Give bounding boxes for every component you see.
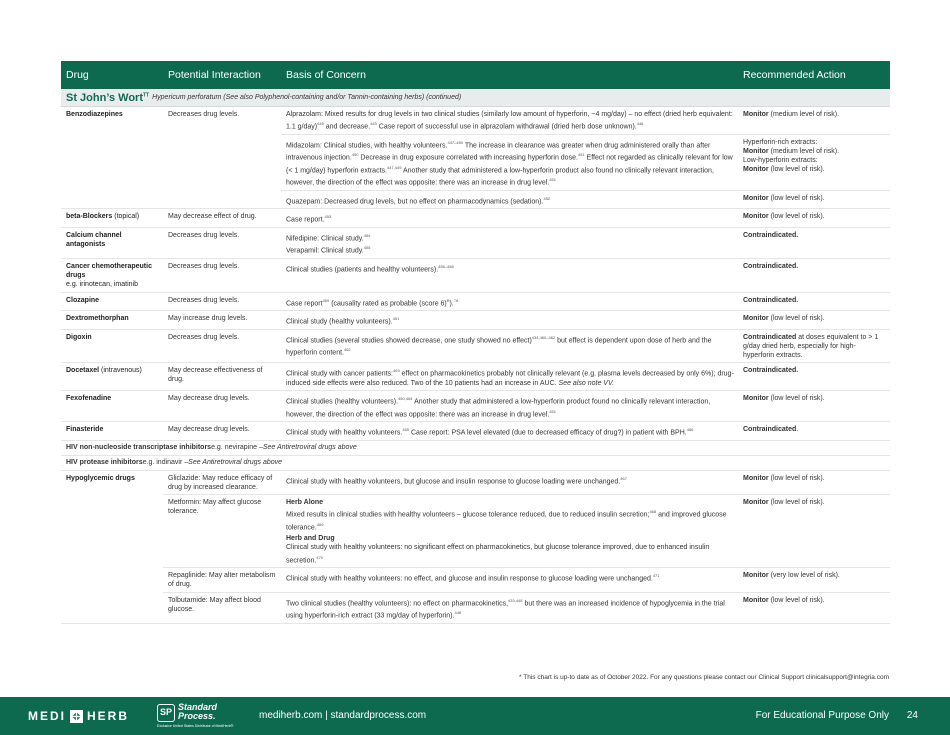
interaction-cell: May decrease effectiveness of drug. (168, 367, 263, 384)
basis-cell (281, 567, 738, 591)
basis-cell (281, 422, 738, 440)
action-text: (low level of risk). (768, 474, 825, 482)
drug-name: Cancer chemotherapeutic drugs (66, 262, 152, 280)
reference: 434,460–462 (531, 334, 556, 340)
basis-text: Clinical studies (patients and healthy volunteers). (286, 266, 439, 274)
col-basis-header: Basis of Concern (286, 69, 366, 81)
drug-name: HIV non-nucleoside transcriptase inhibitors (66, 444, 212, 452)
action-text: . (796, 426, 799, 434)
reference: 459 (322, 297, 330, 303)
action-text: (medium level of risk). (768, 147, 840, 155)
reference: 467 (620, 475, 627, 481)
basis-text: Clinical study with healthy volunteers: no effect, and glucose and insulin response to glucose loading were unchanged. (286, 575, 653, 583)
see-also-link: See Antiretroviral drugs above (188, 459, 283, 467)
reference: 462 (343, 347, 351, 353)
empty-cell (61, 494, 163, 567)
table-row-hiv-nnrti (61, 441, 890, 456)
table-row (61, 592, 890, 624)
table-row (61, 293, 890, 312)
basis-text: Case report of successful use in alprazolam withdrawal (dried herb dose unknown). (376, 123, 637, 131)
basis-text: Case report. (286, 216, 325, 224)
reference: 447–450 (447, 139, 464, 145)
basis-text: Two clinical studies (healthy volunteers): no effect on pharmacokinetics, (286, 599, 509, 607)
basis-cell (281, 190, 738, 209)
action-cell (738, 391, 890, 421)
sp-tagline: Exclusive United States Distributor of MediHerb® (157, 724, 234, 728)
empty-cell (61, 190, 163, 209)
table-row (61, 567, 890, 591)
action-cell: Contraindicated. (743, 231, 799, 239)
action-label: Monitor (743, 147, 769, 155)
basis-text: Clinical studies (healthy volunteers). (286, 398, 399, 406)
drug-qualifier: (topical) (112, 213, 140, 221)
action-text: (low level of risk). (768, 166, 825, 174)
reference: 76 (453, 297, 459, 303)
action-text: (low level of risk). (768, 194, 825, 202)
action-cell: Contraindicated. (743, 367, 799, 375)
sp-badge: SP (157, 704, 175, 722)
basis-text: (causality rated as probable (score 6) (329, 299, 447, 307)
section-title-sup: TT (143, 91, 150, 98)
educational-notice: For Educational Purpose Only (755, 710, 889, 721)
table-row (61, 391, 890, 422)
action-text: (medium level of risk). (768, 111, 840, 118)
section-title-text: St John’s Wort (66, 91, 143, 104)
action-cell: Contraindicated. (743, 296, 799, 304)
action-label: Monitor (743, 213, 769, 221)
interaction-cell: Tolbutamide: May affect blood glucose. (163, 592, 281, 623)
interaction-cell: Gliclazide: May reduce efficacy of drug by increased clearance. (168, 474, 273, 491)
action-label: Monitor (743, 395, 769, 402)
table-row (61, 107, 890, 134)
action-label: Monitor (743, 499, 769, 506)
reference: 452 (543, 195, 551, 201)
action-text: Hyperforin-rich extracts: (743, 138, 818, 146)
action-cell (738, 567, 890, 591)
reference: 450,464 (398, 396, 413, 401)
reference: 446 (636, 121, 644, 127)
basis-text: Effect not regarded as clinically relevant for low (< 1 mg/day) hyperforin extracts. (286, 154, 733, 175)
drug-calcium-channel-antagonists: Calcium channel antagonists (66, 231, 122, 249)
basis-text: Quazepam: Decreased drug levels, but no effect on pharmacodynamics (sedation). (286, 198, 544, 206)
basis-text: ). (449, 299, 454, 307)
standard-process-logo (157, 702, 234, 730)
action-cell (738, 209, 890, 227)
interaction-cell: Decreases drug levels. (168, 296, 240, 304)
table-row (61, 190, 890, 210)
col-drug-header: Drug (66, 69, 89, 81)
basis-cell (281, 293, 738, 311)
table-row (61, 134, 890, 190)
action-cell (738, 107, 890, 134)
interaction-table (61, 61, 890, 624)
empty-cell (61, 592, 163, 623)
drug-benzodiazepines: Benzodiazepines (66, 111, 123, 118)
drug-clozapine: Clozapine (66, 296, 100, 304)
action-text: (low level of risk). (768, 395, 825, 402)
empty-cell (61, 567, 163, 591)
basis-cell (281, 330, 738, 363)
interaction-cell: May increase drug levels. (168, 315, 248, 323)
action-label: Monitor (743, 194, 769, 202)
basis-text: Mixed results in clinical studies with healthy volunteers – glucose tolerance reduced, due to reduced insulin secretion; (286, 511, 650, 519)
drug-docetaxel (61, 363, 163, 390)
basis-cell (281, 107, 738, 134)
action-cell (738, 471, 890, 494)
action-text: Low-hyperforin extracts: (743, 157, 818, 165)
mediherb-mark-icon (70, 710, 83, 723)
drug-digoxin: Digoxin (66, 333, 92, 341)
basis-text: Another study that administered a low-hyperforin product also found no clinically relevant interaction, however, the direction of the effect was opposite: there was an increase in drug level. (286, 167, 714, 187)
table-row (61, 228, 890, 259)
basis-text: Clinical study with cancer patients: (286, 370, 393, 378)
table-row (61, 422, 890, 441)
basis-cell (281, 259, 738, 292)
drug-beta-blockers (61, 209, 163, 227)
basis-cell (281, 494, 738, 567)
page-number: 24 (906, 710, 918, 721)
basis-text: Clinical study (healthy volunteers). (286, 318, 393, 326)
action-cell (738, 494, 890, 567)
table-row (61, 363, 890, 391)
drug-cancer-chemotherapeutic (61, 259, 163, 292)
table-row (61, 330, 890, 364)
action-cell (738, 592, 890, 623)
reference: 465 (402, 427, 410, 433)
drug-examples: e.g. irinotecan, imatinib (66, 281, 138, 289)
action-text: (low level of risk). (768, 315, 825, 323)
interaction-cell: Decreases drug levels. (168, 111, 240, 118)
reference: 451 (577, 152, 585, 158)
action-label: Monitor (743, 315, 769, 323)
page-footer (0, 697, 950, 735)
interaction-cell: Repaglinide: May alter metabolism of drug. (163, 567, 281, 591)
reference: 450 (351, 152, 359, 158)
reference: 448 (454, 610, 462, 616)
basis-text: Alprazolam: Mixed results for drug levels in two clinical studies (similarly low amount of hyperforin, ~4 mg/day) – no effect (dried herb equivalent: 1.1 g/day) (286, 111, 733, 131)
basis-text: Case report (286, 299, 323, 307)
action-text: (low level of risk). (768, 499, 825, 506)
basis-cell (281, 391, 738, 421)
col-interaction-header: Potential Interaction (168, 69, 261, 81)
drug-examples: e.g. indinavir – (142, 459, 189, 467)
action-cell (738, 134, 890, 190)
reference: 471 (652, 573, 660, 579)
basis-text: Clinical studies (several studies showed decrease, one study showed no effect) (286, 336, 532, 344)
action-label: Monitor (743, 596, 769, 604)
interaction-cell: Decreases drug levels. (168, 231, 240, 239)
action-label: Monitor (743, 474, 769, 482)
reference: 447,449 (386, 164, 402, 170)
sp-name-line2: Process. (178, 711, 216, 721)
empty-cell (163, 190, 281, 209)
col-action-header: Recommended Action (743, 69, 846, 81)
action-text: (low level of risk). (768, 596, 825, 604)
table-row (61, 209, 890, 228)
interaction-cell: May decrease drug levels. (168, 426, 250, 434)
drug-name: beta-Blockers (66, 213, 113, 221)
see-also-link: See Antiretroviral drugs above (262, 444, 357, 452)
basis-text: Clinical study with healthy volunteers, but glucose and insulin response to glucose loading were unchanged. (286, 477, 621, 485)
reference: 451 (549, 177, 556, 183)
basis-cell (281, 209, 738, 227)
basis-text: Another study that administered a low-hyperforin product found no clinically relevant interaction, however, the direction of the effect was opposite: there was an increase in drug level. (286, 398, 711, 418)
basis-text: Clinical study with healthy volunteers. (286, 429, 403, 437)
section-subtitle: Hypericum perforatum (See also Polyphenol-containing and/or Tannin-containing herbs) (continued) (152, 94, 462, 101)
action-label: Contraindicated (743, 426, 797, 434)
reference: 451 (392, 316, 400, 322)
action-label: Monitor (743, 166, 769, 174)
basis-cell (281, 134, 738, 190)
action-label: Monitor (743, 111, 769, 118)
sp-name-line1: Standard (178, 702, 218, 712)
reference: 451 (549, 408, 556, 414)
reference: 466 (686, 427, 694, 433)
sp-name (178, 703, 217, 721)
basis-text: Verapamil: Clinical study. (286, 247, 364, 255)
basis-text: and improved glucose tolerance. (286, 511, 727, 532)
table-row (61, 471, 890, 494)
basis-text: Midazolam: Clinical studies, with healthy volunteers. (286, 142, 448, 150)
logo-text-left: MEDI (28, 709, 66, 723)
interaction-cell: May decrease drug levels. (168, 395, 250, 402)
action-text: at doses equivalent to > 1 g/day dried herb, especially for high-hyperforin extracts. (743, 333, 879, 360)
reference: 433,448 (508, 597, 523, 603)
section-title (66, 92, 149, 104)
table-row (61, 494, 890, 567)
action-label: Contraindicated (743, 333, 797, 341)
basis-text: Case report: PSA level elevated (due to decreased efficacy of drug?) in patient with BPH. (409, 429, 687, 437)
table-header (61, 61, 890, 89)
basis-text: and decrease. (323, 123, 371, 131)
sub-heading: Herb and Drug (286, 535, 335, 543)
interaction-cell: Decreases drug levels. (168, 262, 240, 270)
reference: 469 (316, 521, 324, 527)
drug-hypoglycemic: Hypoglycemic drugs (66, 474, 135, 482)
action-cell (738, 330, 890, 363)
interaction-cell: Decreases drug levels. (168, 333, 240, 341)
reference: 445 (317, 121, 324, 127)
drug-name: Docetaxel (66, 367, 100, 375)
action-cell (738, 422, 890, 440)
action-cell (738, 190, 890, 209)
basis-cell (281, 311, 738, 329)
basis-text: but there was an increased incidence of hypoglycemia in the trial using hyperforin-rich extract (33 mg/day of hyperforin). (286, 599, 725, 620)
section-st-johns-wort (61, 89, 890, 107)
reference: 468 (649, 509, 657, 515)
table-row-hiv-pi (61, 456, 890, 471)
footnote: * This chart is up-to date as of October 2022. For any questions please contact our Clinical Support clinicalsupport@integria.com (519, 674, 889, 681)
reference: 456–458 (438, 263, 454, 269)
reference: 455 (363, 245, 371, 251)
interaction-cell: May decrease effect of drug. (168, 213, 257, 221)
action-text: (very low level of risk). (768, 572, 840, 580)
basis-cell (281, 592, 738, 623)
basis-text: Decrease in drug exposure correlated with increasing hyperforin dose. (358, 154, 578, 162)
action-cell: Contraindicated. (743, 262, 799, 270)
footer-urls: mediherb.com | standardprocess.com (259, 710, 427, 721)
reference: B (446, 297, 450, 303)
table-row (61, 259, 890, 293)
basis-text: Clinical study with healthy volunteers: no significant effect on pharmacokinetics, but glucose tolerance improved, due to enhanced insulin secretion. (286, 544, 710, 564)
table-row (61, 311, 890, 330)
basis-text: Nifedipine: Clinical study. (286, 235, 364, 243)
drug-qualifier: (intravenous) (99, 367, 142, 375)
interaction-cell: Metformin: May affect glucose tolerance. (163, 494, 281, 567)
drug-examples: e.g. nevirapine – (211, 444, 263, 452)
basis-cell (281, 471, 738, 494)
basis-text: effect on pharmacokinetics probably not clinically relevant (e.g. plasma levels decreased by only 6%); drug-induced side effects were also reduced. Two of the 10 patients had an increase in AUC. (286, 370, 734, 387)
reference: 463 (393, 368, 400, 374)
drug-fexofenadine: Fexofenadine (66, 395, 112, 402)
basis-cell (281, 363, 738, 390)
drug-name: HIV protease inhibitors (66, 459, 143, 467)
reference: 453 (324, 214, 332, 220)
action-label: Monitor (743, 572, 769, 580)
sub-heading: Herb Alone (286, 499, 324, 506)
reference: 454 (363, 232, 371, 238)
action-text: (low level of risk). (768, 213, 825, 221)
empty-cell (163, 134, 281, 190)
drug-dextromethorphan: Dextromethorphan (66, 315, 129, 323)
action-cell (738, 311, 890, 329)
empty-cell (61, 134, 163, 190)
see-also-note: See also note VV. (558, 379, 615, 387)
logo-text-right: HERB (87, 709, 130, 723)
reference: 470 (316, 554, 324, 560)
basis-text: but effect is dependent upon dose of herb and the hyperforin content. (286, 336, 712, 357)
drug-finasteride: Finasteride (66, 426, 104, 434)
mediherb-logo (28, 709, 129, 723)
reference: 445 (370, 121, 377, 127)
basis-cell (281, 228, 738, 258)
basis-text: The increase in clearance was greater when drug administered orally than after intravenous injection. (286, 142, 711, 162)
